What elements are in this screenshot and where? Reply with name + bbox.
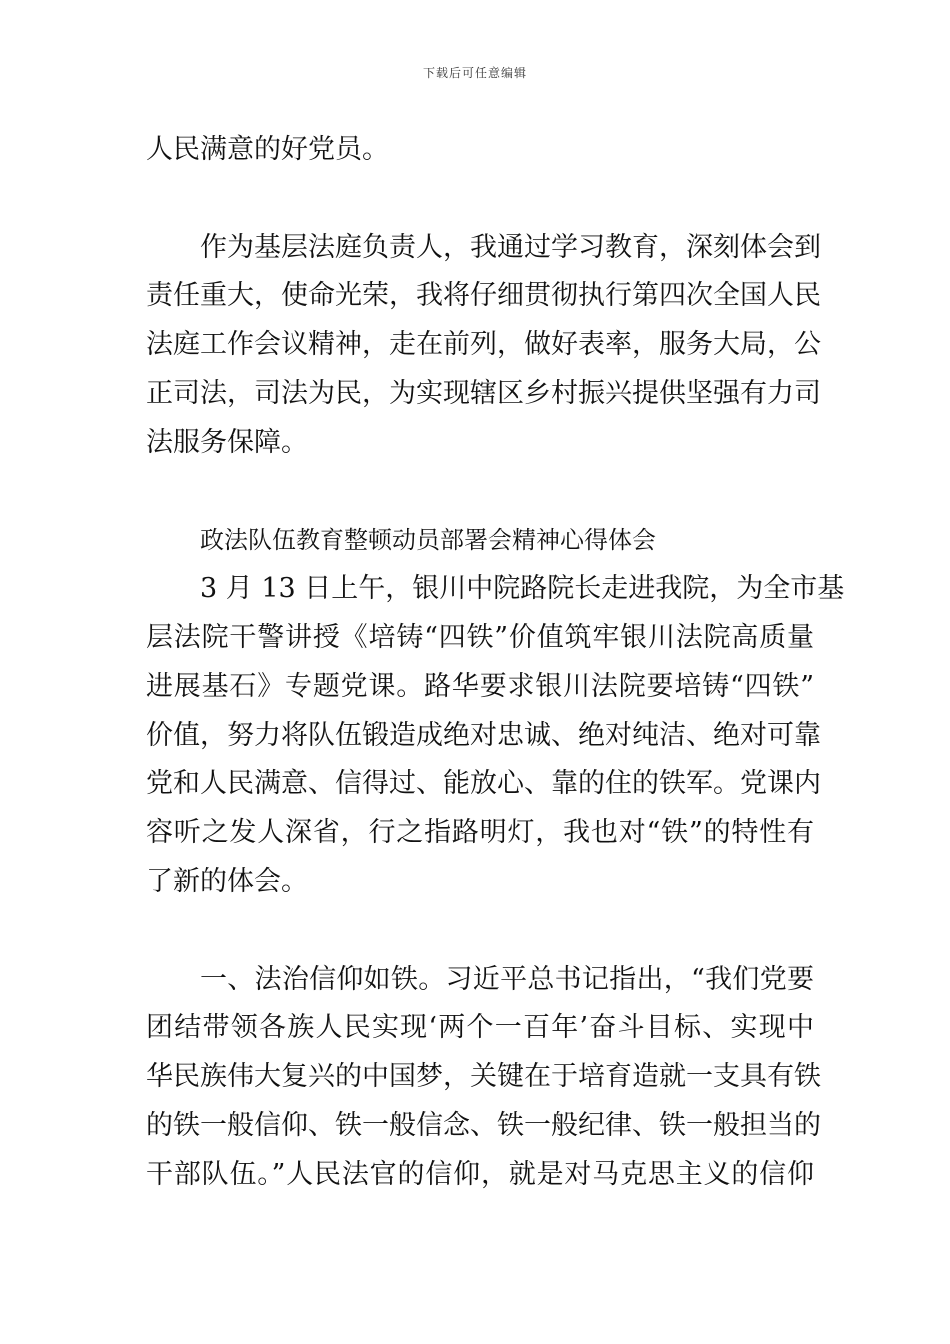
paragraph-gap [146, 907, 814, 956]
text-line: 层法院干警讲授《培铸“四铁”价值筑牢银川法院高质量 [146, 621, 814, 653]
text-line: 容听之发人深省，行之指路明灯，我也对“铁”的特性有 [146, 817, 814, 849]
document-body [146, 126, 845, 1200]
paragraph-gap [146, 175, 814, 224]
paragraph-1 [146, 126, 814, 175]
text-line: 正司法，司法为民，为实现辖区乡村振兴提供坚强有力司 [146, 377, 821, 409]
text-line: 了新的体会。 [146, 865, 308, 897]
text-line: 人民满意的好党员。 [146, 134, 389, 165]
text-line: 责任重大，使命光荣，我将仔细贯彻执行第四次全国人民 [146, 280, 821, 312]
text-line: 党和人民满意、信得过、能放心、靠的住的铁军。党课内 [146, 768, 821, 800]
text-line: 进展基石》专题党课。路华要求银川法院要培铸“四铁” [146, 670, 814, 702]
title-line: 政法队伍教育整顿动员部署会精神心得体会 [200, 526, 656, 555]
text-line: 的铁一般信仰、铁一般信念、铁一般纪律、铁一般担当的 [146, 1109, 821, 1141]
text-line: 法庭工作会议精神，走在前列，做好表率，服务大局，公 [146, 329, 821, 361]
text-line: 作为基层法庭负责人，我通过学习教育，深刻体会到 [200, 231, 821, 263]
text-line: 法服务保障。 [146, 426, 308, 458]
text-line: 华民族伟大复兴的中国梦，关键在于培育造就一支具有铁 [146, 1061, 821, 1093]
section-title [146, 516, 814, 565]
text-line: 干部队伍。”人民法官的信仰，就是对马克思主义的信仰 [146, 1158, 814, 1190]
text-line: 价值，努力将队伍锻造成绝对忠诚、绝对纯洁、绝对可靠 [146, 719, 821, 751]
text-line: 3 月 13 日上午，银川中院路院长走进我院，为全市基 [200, 573, 845, 605]
paragraph-4 [146, 956, 821, 1200]
text-line: 团结带领各族人民实现‘两个一百年’奋斗目标、实现中 [146, 1012, 814, 1044]
paragraph-3 [146, 565, 845, 907]
text-line: 一、法治信仰如铁。习近平总书记指出，“我们党要 [200, 963, 814, 995]
paragraph-gap [146, 468, 814, 517]
paragraph-2 [146, 224, 821, 468]
page-header: 下载后可任意编辑 [422, 66, 527, 80]
